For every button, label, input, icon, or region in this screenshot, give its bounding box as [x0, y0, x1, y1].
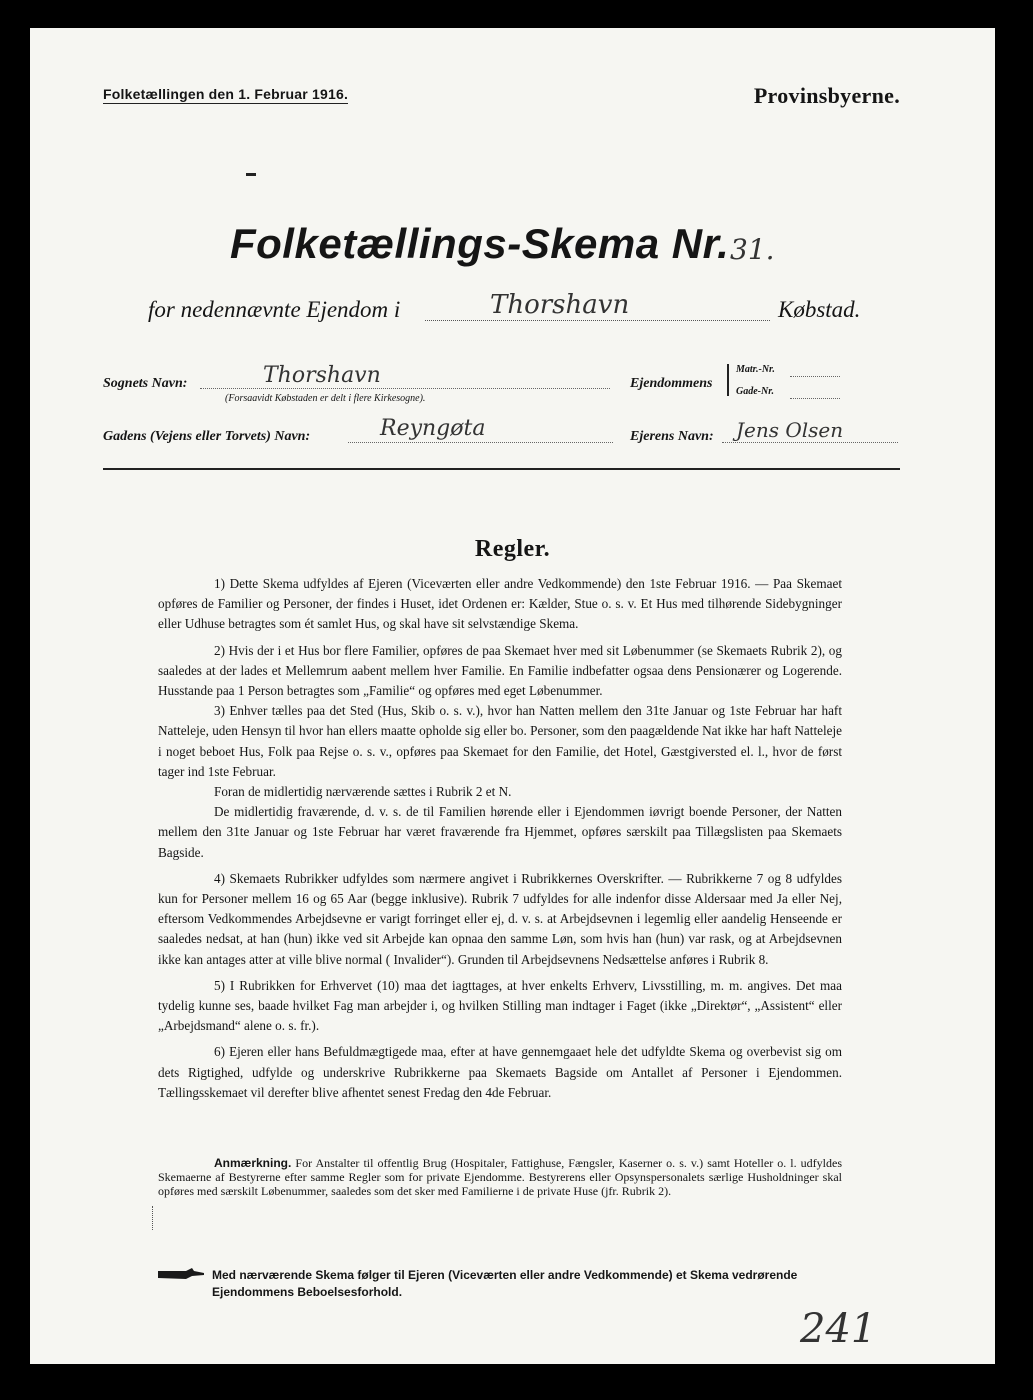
footer-notice: Med nærværende Skema følger til Ejeren (Viceværten eller andre Vedkommende) et Skema vedrørende Ejendommens Beboelsesforhold.	[212, 1268, 798, 1299]
margin-tick	[152, 1206, 155, 1230]
census-form-page	[30, 28, 995, 1364]
section-divider	[103, 468, 900, 470]
street-line	[348, 442, 613, 443]
ink-mark	[246, 173, 256, 176]
town-name-line	[425, 320, 770, 321]
owner-label: Ejerens Navn:	[630, 429, 714, 444]
rule-paragraph-3b: De midlertidig fraværende, d. v. s. de til Familien hørende eller i Ejendommen iøvrigt boende Personer, der Natten mellem den 31te Januar og 1ste Februar har været fraværende fra Hjemmet, opføres særskilt paa Tillægslisten paa Skemaets Bagside.	[158, 804, 842, 860]
town-name-value: Thorshavn	[490, 290, 630, 320]
cadastre-number-line	[790, 376, 840, 377]
page-number: 241	[800, 1306, 877, 1352]
region-header: Provinsbyerne.	[753, 83, 900, 108]
note-text: For Anstalter til offentlig Brug (Hospitaler, Fattighuse, Fængsler, Kaserner o. s. v.) samt Hoteller o. l. udfyldes Skemaerne af Bestyrerne efter samme Regler som for private Ejendomme. Bestyrerens eller Opsynspersonalets særlige Husholdninger skal opføres med særskilt Løbenummer, saaledes som det sker med Familierne i de private Huse (jfr. Rubrik 2).	[158, 1156, 842, 1198]
rules-body	[158, 574, 842, 1109]
subtitle-prefix: for nedennævnte Ejendom i	[148, 297, 401, 322]
brace-mark	[727, 364, 729, 396]
street-number-label: Gade-Nr.	[736, 386, 775, 397]
pointing-hand-icon	[156, 1268, 206, 1280]
owner-value: Jens Olsen	[736, 418, 844, 442]
rule-paragraph-5: 5) I Rubrikken for Erhvervet (10) maa det iagttages, at hver enkelts Erhverv, Livsstilling, m. m. angives. Det maa tydelig kunne ses, baade hvilket Fag man arbejder i, og hvilken Stilling man indtager i Faget (ikke „Direktør“, „Assistent“ eller „Arbejdsmand“ alene o. s. fr.).	[158, 977, 842, 1034]
rule-paragraph-3: 3) Enhver tælles paa det Sted (Hus, Skib o. s. v.), hvor han Natten mellem den 31te Januar og 1ste Februar har haft Natteleje, uden Hensyn til hvor han ellers maatte opholde sig eller bo. Personer, som den paagældende Nat ikke har haft Natteleje i noget beboet Hus, Folk paa Rejse o. s. v., opføres paa Skemaet for den Familie, det Hotel, Gæstgiversted el. l., hvor de først tager ind 1ste Februar.	[158, 703, 842, 779]
parish-value: Thorshavn	[263, 363, 381, 388]
property-label: Ejendommens	[630, 376, 713, 391]
rule-paragraph-2: 2) Hvis der i et Hus bor flere Familier, opføres de paa Skemaet hver med sit Løbenummer (se Skemaets Rubrik 2), og saaledes at der lades et Mellemrum aabent mellem hver Familie. En Familie indbefatter ogsaa dens Pensionærer og Logerende. Husstande paa 1 Person betragtes som „Familie“ og opføres med eget Løbenummer.	[158, 642, 842, 699]
rule-paragraph-3a: Foran de midlertidig nærværende sættes i Rubrik 2 et N.	[214, 784, 512, 800]
form-title: Folketællings-Skema Nr.	[230, 220, 730, 267]
street-number-line	[790, 398, 840, 399]
rule-paragraph-4: 4) Skemaets Rubrikker udfyldes som nærmere angivet i Rubrikkernes Overskrifter. — Rubrikkerne 7 og 8 udfyldes kun for Personer mellem 16 og 65 Aar (begge inklusive). Rubrik 7 udfyldes for alle indenfor disse Aldersaar med Ja eller Nej, eftersom Vedkommendes Arbejdsevne er varigt forringet eller ej, d. v. s. at Arbejdsevnen i legemlig eller aandelig Henseende er saaledes nedsat, at han (hun) ikke ved sit Arbejde kan opnaa den samme Løn, som hvis han (hun) var rask, og at Arbejdsevnen ikke kan antages atter at ville blive normal ( Invalider“). Grunden til Arbejdsevnens Nedsættelse anføres i Rubrik 8.	[158, 870, 842, 967]
parish-label-text: Sognets Navn:	[103, 376, 188, 391]
cadastre-number-label: Matr.-Nr.	[736, 364, 775, 375]
rules-heading: Regler.	[474, 536, 551, 562]
form-number: 31.	[730, 233, 775, 266]
census-date-header: Folketællingen den 1. Februar 1916.	[103, 86, 349, 102]
parish-note: (Forsaavidt Købstaden er delt i flere Kirkesogne).	[225, 393, 426, 404]
rule-paragraph-1: 1) Dette Skema udfyldes af Ejeren (Viceværten eller andre Vedkommende) den 1ste Februar 1916. — Paa Skemaet opføres de Familier og Personer, der findes i Huset, idet Ordenen er: Kælder, Stue o. s. v. Et Hus med tilhørende Sidebygninger eller Udhuse betragtes som ét samlet Hus, og skal have sit selvstændige Skema.	[158, 576, 842, 632]
note-label: Anmærkning.	[214, 1156, 292, 1170]
owner-line	[722, 442, 898, 443]
street-value: Reyngøta	[380, 416, 486, 441]
parish-label	[103, 376, 187, 392]
subtitle-suffix: Købstad.	[778, 297, 861, 322]
rule-paragraph-6: 6) Ejeren eller hans Befuldmægtigede maa, efter at have gennemgaaet hele det udfyldte Skema og overbevist sig om dets Rigtighed, udfylde og underskrive Rubrikkerne paa Skemaets Bagside om Antallet af Personer i Ejendommen. Tællingsskemaet vil derefter blive afhentet senest Fredag den 4de Februar.	[158, 1044, 842, 1100]
street-label: Gadens (Vejens eller Torvets) Navn:	[103, 429, 311, 444]
note-block	[158, 1156, 842, 1198]
parish-line	[200, 388, 610, 389]
